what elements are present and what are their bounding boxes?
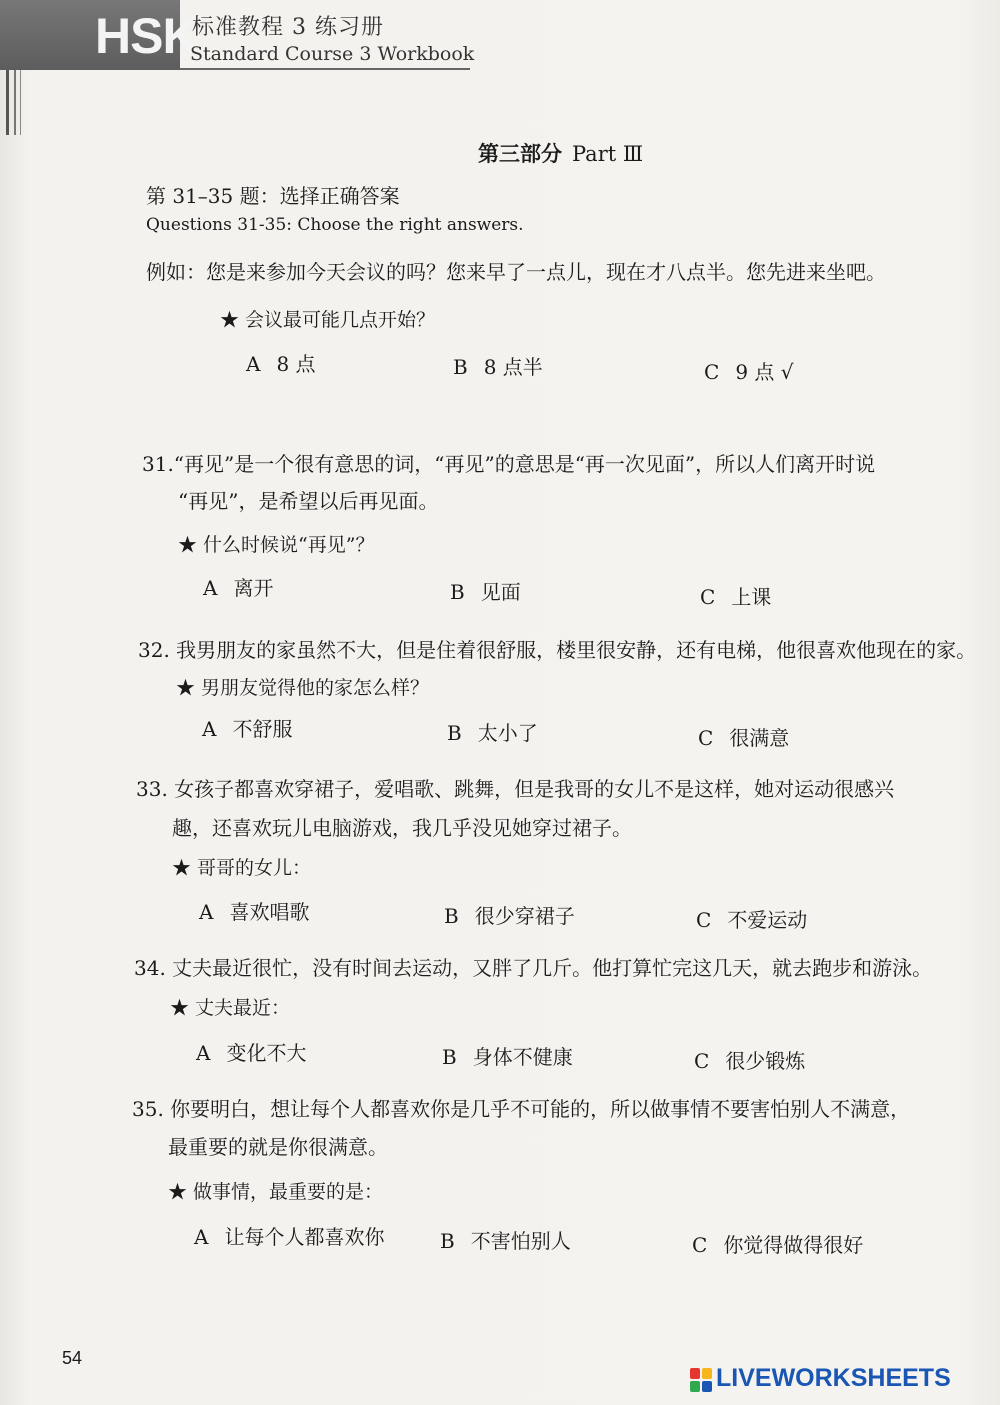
question-34-option-a[interactable]: A 变化不大 <box>196 1041 307 1065</box>
question-31-option-b[interactable]: B 见面 <box>450 580 521 604</box>
instructions-en: Questions 31-35: Choose the right answers. <box>146 215 524 235</box>
question-33-line-1: 33. 女孩子都喜欢穿裙子，爱唱歌、跳舞，但是我哥的女儿不是这样，她对运动很感兴 <box>136 777 895 801</box>
question-31-option-c[interactable]: C 上课 <box>700 585 772 609</box>
header-underline <box>180 68 470 70</box>
question-31-prompt: ★ 什么时候说“再见”？ <box>178 534 375 556</box>
question-35-option-c[interactable]: C 你觉得做得很好 <box>692 1233 864 1257</box>
example-option-b[interactable]: B 8 点半 <box>453 355 543 379</box>
question-32-option-c[interactable]: C 很满意 <box>698 726 790 750</box>
question-35-prompt: ★ 做事情，最重要的是： <box>168 1181 384 1203</box>
hsk-logo: HSK <box>95 8 198 64</box>
section-title-en: Part Ⅲ <box>572 142 644 166</box>
question-31-option-a[interactable]: A 离开 <box>203 576 274 600</box>
question-34-prompt: ★ 丈夫最近： <box>170 997 291 1019</box>
question-32-line-1: 32. 我男朋友的家虽然不大，但是住着很舒服，楼里很安静，还有电梯，他很喜欢他现在的家。 <box>138 638 977 662</box>
question-34-option-b[interactable]: B 身体不健康 <box>442 1045 573 1069</box>
question-35-option-b[interactable]: B 不害怕别人 <box>440 1229 571 1253</box>
question-33-line-2: 趣，还喜欢玩儿电脑游戏，我几乎没见她穿过裙子。 <box>172 816 632 840</box>
example-option-c[interactable]: C 9 点 √ <box>704 360 794 384</box>
liveworksheets-watermark[interactable]: LIVEWORKSHEETS <box>716 1364 951 1392</box>
question-32-option-b[interactable]: B 太小了 <box>447 721 538 745</box>
question-33-option-a[interactable]: A 喜欢唱歌 <box>199 900 310 924</box>
question-33-option-c[interactable]: C 不爱运动 <box>696 908 808 932</box>
example-question: ★ 会议最可能几点开始？ <box>220 309 436 331</box>
question-34-option-c[interactable]: C 很少锻炼 <box>694 1049 806 1073</box>
question-31-line-1: 31.“再见”是一个很有意思的词，“再见”的意思是“再一次见面”，所以人们离开时说 <box>142 452 876 476</box>
binding-line <box>6 60 9 135</box>
liveworksheets-logo-icon <box>690 1368 712 1392</box>
example-option-a[interactable]: A 8 点 <box>246 352 316 376</box>
question-32-option-a[interactable]: A 不舒服 <box>202 717 293 741</box>
question-35-line-2: 最重要的就是你很满意。 <box>168 1135 388 1159</box>
section-title <box>478 138 643 168</box>
question-33-prompt: ★ 哥哥的女儿： <box>172 857 312 879</box>
section-title-cn: 第三部分 <box>478 141 562 166</box>
question-34-line-1: 34. 丈夫最近很忙，没有时间去运动，又胖了几斤。他打算忙完这几天，就去跑步和游泳。 <box>134 956 933 980</box>
header-title-en: Standard Course 3 Workbook <box>190 43 475 65</box>
question-31-line-2: “再见”，是希望以后再见面。 <box>178 489 439 513</box>
question-32-prompt: ★ 男朋友觉得他的家怎么样？ <box>176 677 430 699</box>
header-title-cn: 标准教程 3 练习册 <box>192 15 384 40</box>
instructions-cn: 第 31–35 题：选择正确答案 <box>146 184 400 208</box>
question-33-option-b[interactable]: B 很少穿裙子 <box>444 904 575 928</box>
example-text: 例如：您是来参加今天会议的吗？您来早了一点儿，现在才八点半。您先进来坐吧。 <box>146 260 886 284</box>
question-35-option-a[interactable]: A 让每个人都喜欢你 <box>194 1225 385 1249</box>
question-35-line-1: 35. 你要明白，想让每个人都喜欢你是几乎不可能的，所以做事情不要害怕别人不满意， <box>132 1097 911 1121</box>
page-number: 54 <box>62 1348 83 1368</box>
